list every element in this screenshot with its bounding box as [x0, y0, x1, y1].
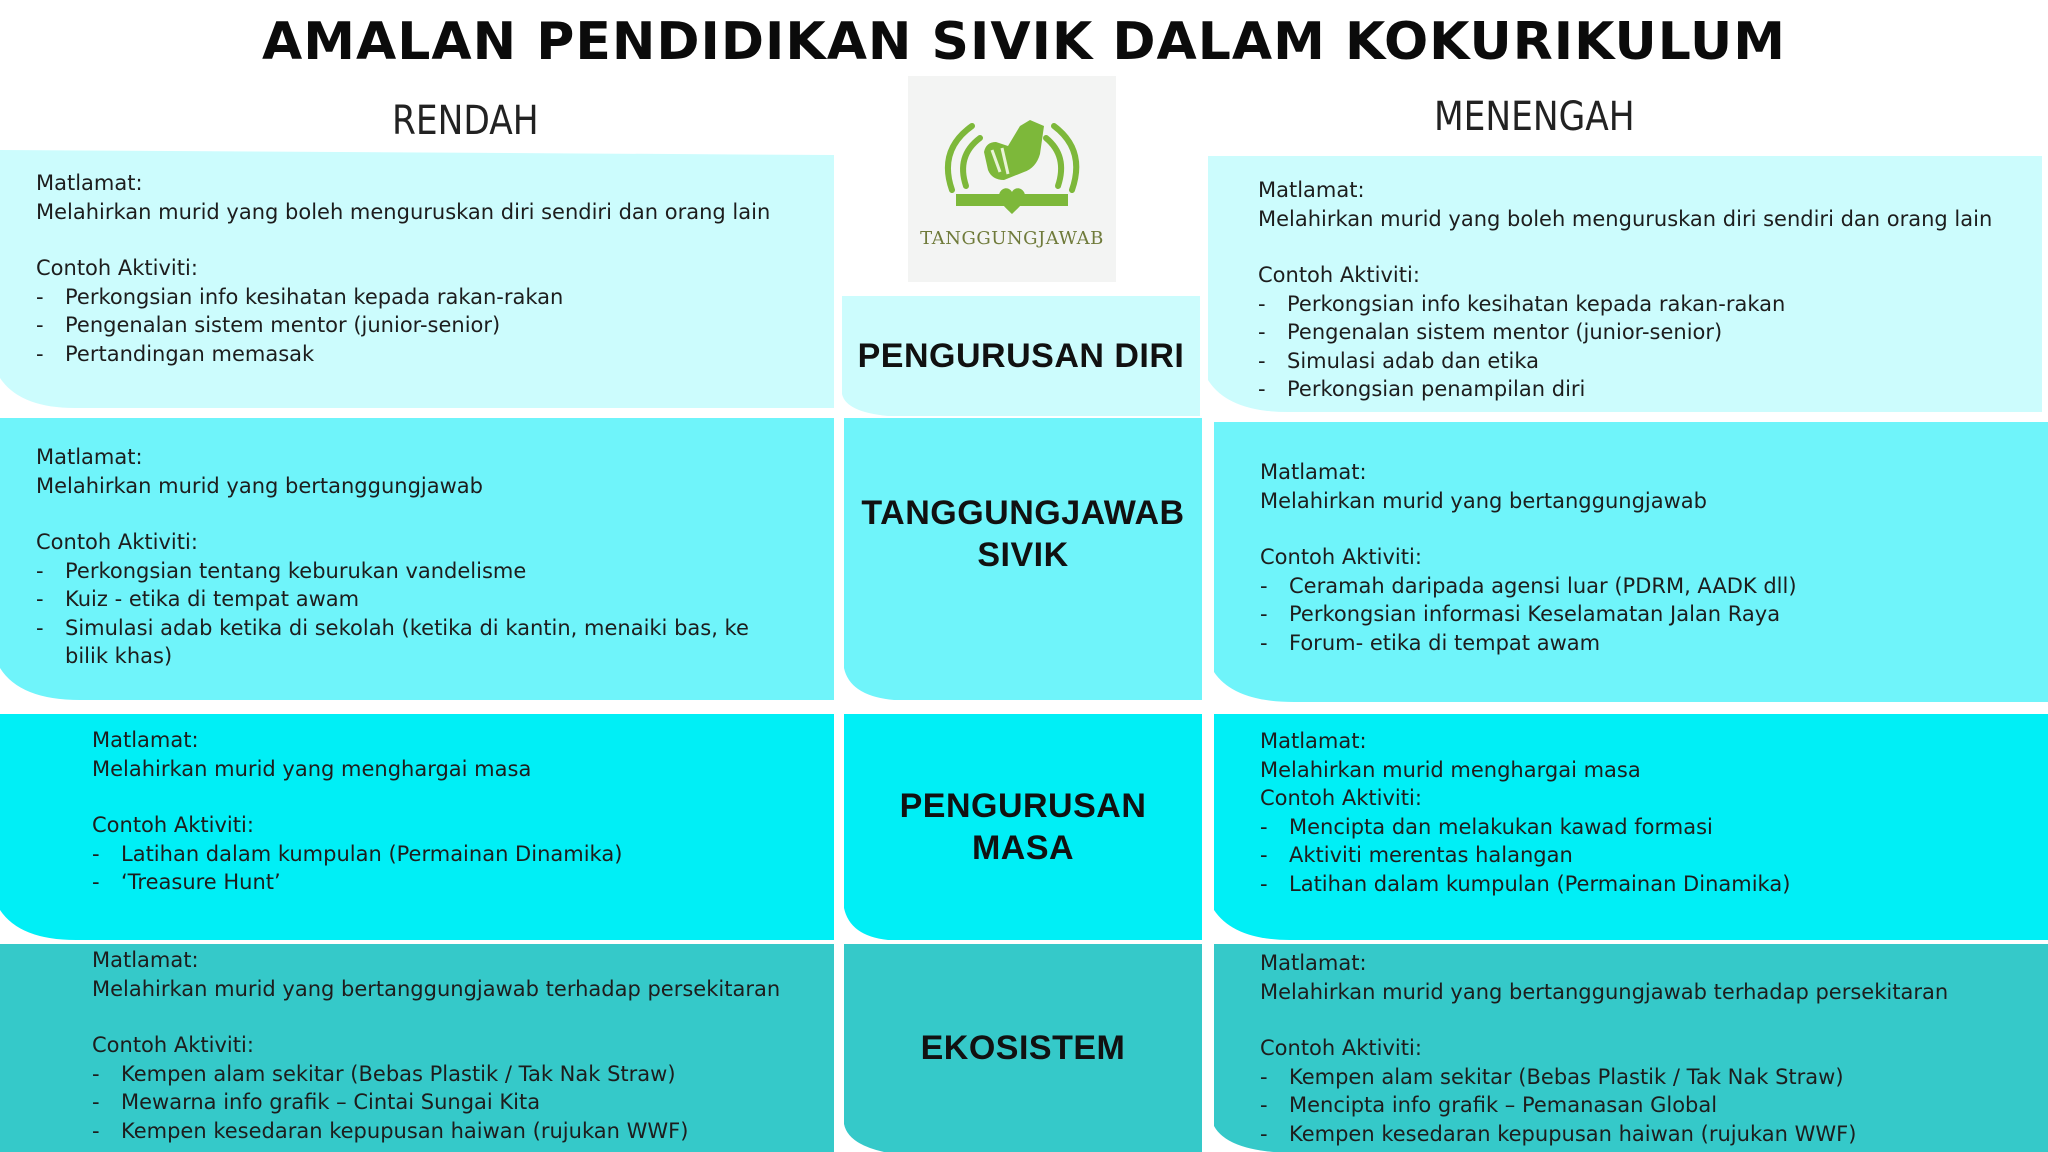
list-item-text: ‘Treasure Hunt’ [121, 870, 281, 894]
list-item-text: Kempen kesedaran kepupusan haiwan (rujukan WWF) [121, 1118, 689, 1143]
list-item: - Pengenalan sistem mentor (junior-senior) [36, 313, 501, 337]
list-item-text: Pengenalan sistem mentor (junior-senior) [65, 313, 501, 337]
list-item: - Perkongsian informasi Keselamatan Jalan Raya [1260, 602, 1781, 626]
matlamat-text: Melahirkan murid yang boleh menguruskan diri sendiri dan orang lain [36, 199, 771, 224]
aktiviti-label: Contoh Aktiviti: [1260, 786, 1422, 810]
list-item-text: Mewarna info grafik – Cintai Sungai Kita [121, 1090, 541, 1114]
list-item: - ‘Treasure Hunt’ [92, 870, 281, 894]
activity-list [1260, 813, 2030, 899]
list-item: - Mencipta dan melakukan kawad formasi [1260, 814, 1713, 839]
list-item-text: Kempen kesedaran kepupusan haiwan (rujukan WWF) [1289, 1121, 1857, 1146]
category-label [842, 296, 1200, 416]
category-label-line1: PENGURUSAN DIRI [857, 337, 1185, 375]
list-item-text: Kuiz - etika di tempat awam [65, 587, 360, 611]
matlamat-label: Matlamat: [1260, 729, 1367, 753]
aktiviti-label: Contoh Aktiviti: [1258, 263, 1420, 287]
list-item-text: Perkongsian penampilan diri [1287, 377, 1586, 401]
list-item: - Perkongsian tentang keburukan vandelisme [36, 558, 527, 583]
category-label-line1: TANGGUNGJAWAB [861, 494, 1185, 532]
list-item: - Kempen kesedaran kepupusan haiwan (rujukan WWF) [92, 1118, 689, 1143]
list-item: - Forum- etika di tempat awam [1260, 630, 1601, 655]
activity-list [1260, 572, 2030, 658]
aktiviti-label: Contoh Aktiviti: [36, 256, 198, 280]
column-header-rendah: RENDAH [392, 98, 539, 144]
matlamat-text: Melahirkan murid yang menghargai masa [92, 756, 532, 781]
panel-menengah-ekosistem [1214, 944, 2048, 1152]
matlamat-label: Matlamat: [36, 445, 143, 469]
category-label [844, 418, 1202, 650]
column-header-menengah: MENENGAH [1434, 94, 1635, 140]
activity-list [36, 283, 816, 369]
list-item-text: Pertandingan memasak [65, 341, 315, 366]
matlamat-text: Melahirkan murid menghargai masa [1260, 757, 1641, 782]
matlamat-text: Melahirkan murid yang bertanggungjawab [1260, 488, 1707, 513]
list-item: - Pengenalan sistem mentor (junior-senior) [1258, 320, 1723, 344]
panel-label-pengurusan-diri [842, 296, 1200, 416]
panel-rendah-pengurusan-masa [0, 714, 834, 940]
category-label-line2: SIVIK [977, 536, 1069, 574]
matlamat-label: Matlamat: [92, 728, 199, 752]
list-item: - Latihan dalam kumpulan (Permainan Dinamika) [92, 841, 623, 866]
list-item: - Perkongsian info kesihatan kepada rakan-rakan [1258, 291, 1786, 316]
matlamat-text: Melahirkan murid yang bertanggungjawab terhadap persekitaran [92, 976, 781, 1001]
panel-rendah-ekosistem [0, 944, 834, 1152]
activity-list [92, 840, 812, 897]
matlamat-label: Matlamat: [1260, 951, 1367, 975]
list-item-text: Pengenalan sistem mentor (junior-senior) [1287, 320, 1723, 344]
list-item: - Mencipta info grafik – Pemanasan Global [1260, 1093, 1718, 1117]
panel-label-pengurusan-masa [844, 714, 1202, 940]
activity-list [1260, 1063, 2030, 1149]
page-title: AMALAN PENDIDIKAN SIVIK DALAM KOKURIKULUM [261, 12, 1786, 72]
aktiviti-label: Contoh Aktiviti: [36, 530, 198, 554]
matlamat-label: Matlamat: [1258, 178, 1365, 202]
logo-caption: TANGGUNGJAWAB [920, 228, 1104, 249]
list-item: - Kuiz - etika di tempat awam [36, 587, 360, 611]
list-item: - Pertandingan memasak [36, 341, 315, 366]
activity-list [92, 1060, 812, 1146]
panel-label-tanggungjawab-sivik [844, 418, 1202, 700]
list-item-text: Aktiviti merentas halangan [1289, 843, 1573, 867]
list-item-text: Perkongsian info kesihatan kepada rakan-rakan [1287, 291, 1786, 316]
matlamat-label: Matlamat: [36, 171, 143, 195]
matlamat-label: Matlamat: [92, 948, 199, 972]
aktiviti-label: Contoh Aktiviti: [92, 1033, 254, 1057]
list-item-text: Perkongsian tentang keburukan vandelisme [65, 558, 527, 583]
list-item-text: Latihan dalam kumpulan (Permainan Dinamika) [121, 841, 623, 866]
list-item: - Perkongsian penampilan diri [1258, 377, 1586, 401]
list-item: - Aktiviti merentas halangan [1260, 843, 1573, 867]
matlamat-text: Melahirkan murid yang bertanggungjawab [36, 473, 483, 498]
list-item: - Perkongsian info kesihatan kepada rakan-rakan [36, 284, 564, 309]
panel-menengah-pengurusan-masa [1214, 714, 2048, 940]
aktiviti-label: Contoh Aktiviti: [1260, 545, 1422, 569]
panel-menengah-pengurusan-diri [1208, 156, 2042, 412]
category-label [844, 944, 1202, 1152]
list-item-text: Ceramah daripada agensi luar (PDRM, AADK dll) [1289, 573, 1797, 598]
list-item-text: Latihan dalam kumpulan (Permainan Dinamika) [1289, 871, 1791, 896]
list-item-text: Forum- etika di tempat awam [1289, 630, 1601, 655]
tanggungjawab-logo [908, 76, 1116, 282]
list-item: - Kempen kesedaran kepupusan haiwan (rujukan WWF) [1260, 1121, 1857, 1146]
list-item: - Mewarna info grafik – Cintai Sungai Kita [92, 1090, 541, 1114]
aktiviti-label: Contoh Aktiviti: [1260, 1036, 1422, 1060]
category-label-line1: EKOSISTEM [920, 1029, 1126, 1067]
category-label-line2: MASA [971, 829, 1075, 867]
panel-rendah-pengurusan-diri [0, 150, 834, 408]
list-item-text: Kempen alam sekitar (Bebas Plastik / Tak Nak Straw) [1289, 1064, 1844, 1089]
category-label-line1: PENGURUSAN [899, 787, 1147, 825]
list-item: - Kempen alam sekitar (Bebas Plastik / Tak Nak Straw) [1260, 1064, 1844, 1089]
category-label [844, 714, 1202, 940]
activity-list [36, 557, 756, 671]
list-item: - Latihan dalam kumpulan (Permainan Dinamika) [1260, 871, 1791, 896]
list-item: - Simulasi adab ketika di sekolah (ketika di kantin, menaiki bas, ke bilik khas) [36, 615, 749, 668]
list-item: - Kempen alam sekitar (Bebas Plastik / Tak Nak Straw) [92, 1061, 676, 1086]
list-item: - Simulasi adab dan etika [1258, 348, 1539, 373]
list-item-text: Mencipta dan melakukan kawad formasi [1289, 814, 1713, 839]
list-item-text: Perkongsian informasi Keselamatan Jalan Raya [1289, 602, 1781, 626]
list-item: - Ceramah daripada agensi luar (PDRM, AADK dll) [1260, 573, 1797, 598]
list-item-text: Perkongsian info kesihatan kepada rakan-rakan [65, 284, 564, 309]
activity-list [1258, 290, 2028, 404]
panel-rendah-tanggungjawab-sivik [0, 418, 834, 700]
list-item-text: Kempen alam sekitar (Bebas Plastik / Tak Nak Straw) [121, 1061, 676, 1086]
aktiviti-label: Contoh Aktiviti: [92, 813, 254, 837]
matlamat-text: Melahirkan murid yang bertanggungjawab terhadap persekitaran [1260, 979, 1949, 1004]
panel-label-ekosistem [844, 944, 1202, 1152]
list-item-text: Mencipta info grafik – Pemanasan Global [1289, 1093, 1718, 1117]
matlamat-label: Matlamat: [1260, 460, 1367, 484]
matlamat-text: Melahirkan murid yang boleh menguruskan diri sendiri dan orang lain [1258, 206, 1993, 231]
list-item-text: Simulasi adab ketika di sekolah (ketika di kantin, menaiki bas, ke bilik khas) [65, 615, 749, 668]
list-item-text: Simulasi adab dan etika [1287, 348, 1539, 373]
hand-heart-book-icon [908, 76, 1116, 282]
panel-menengah-tanggungjawab-sivik [1214, 422, 2048, 702]
